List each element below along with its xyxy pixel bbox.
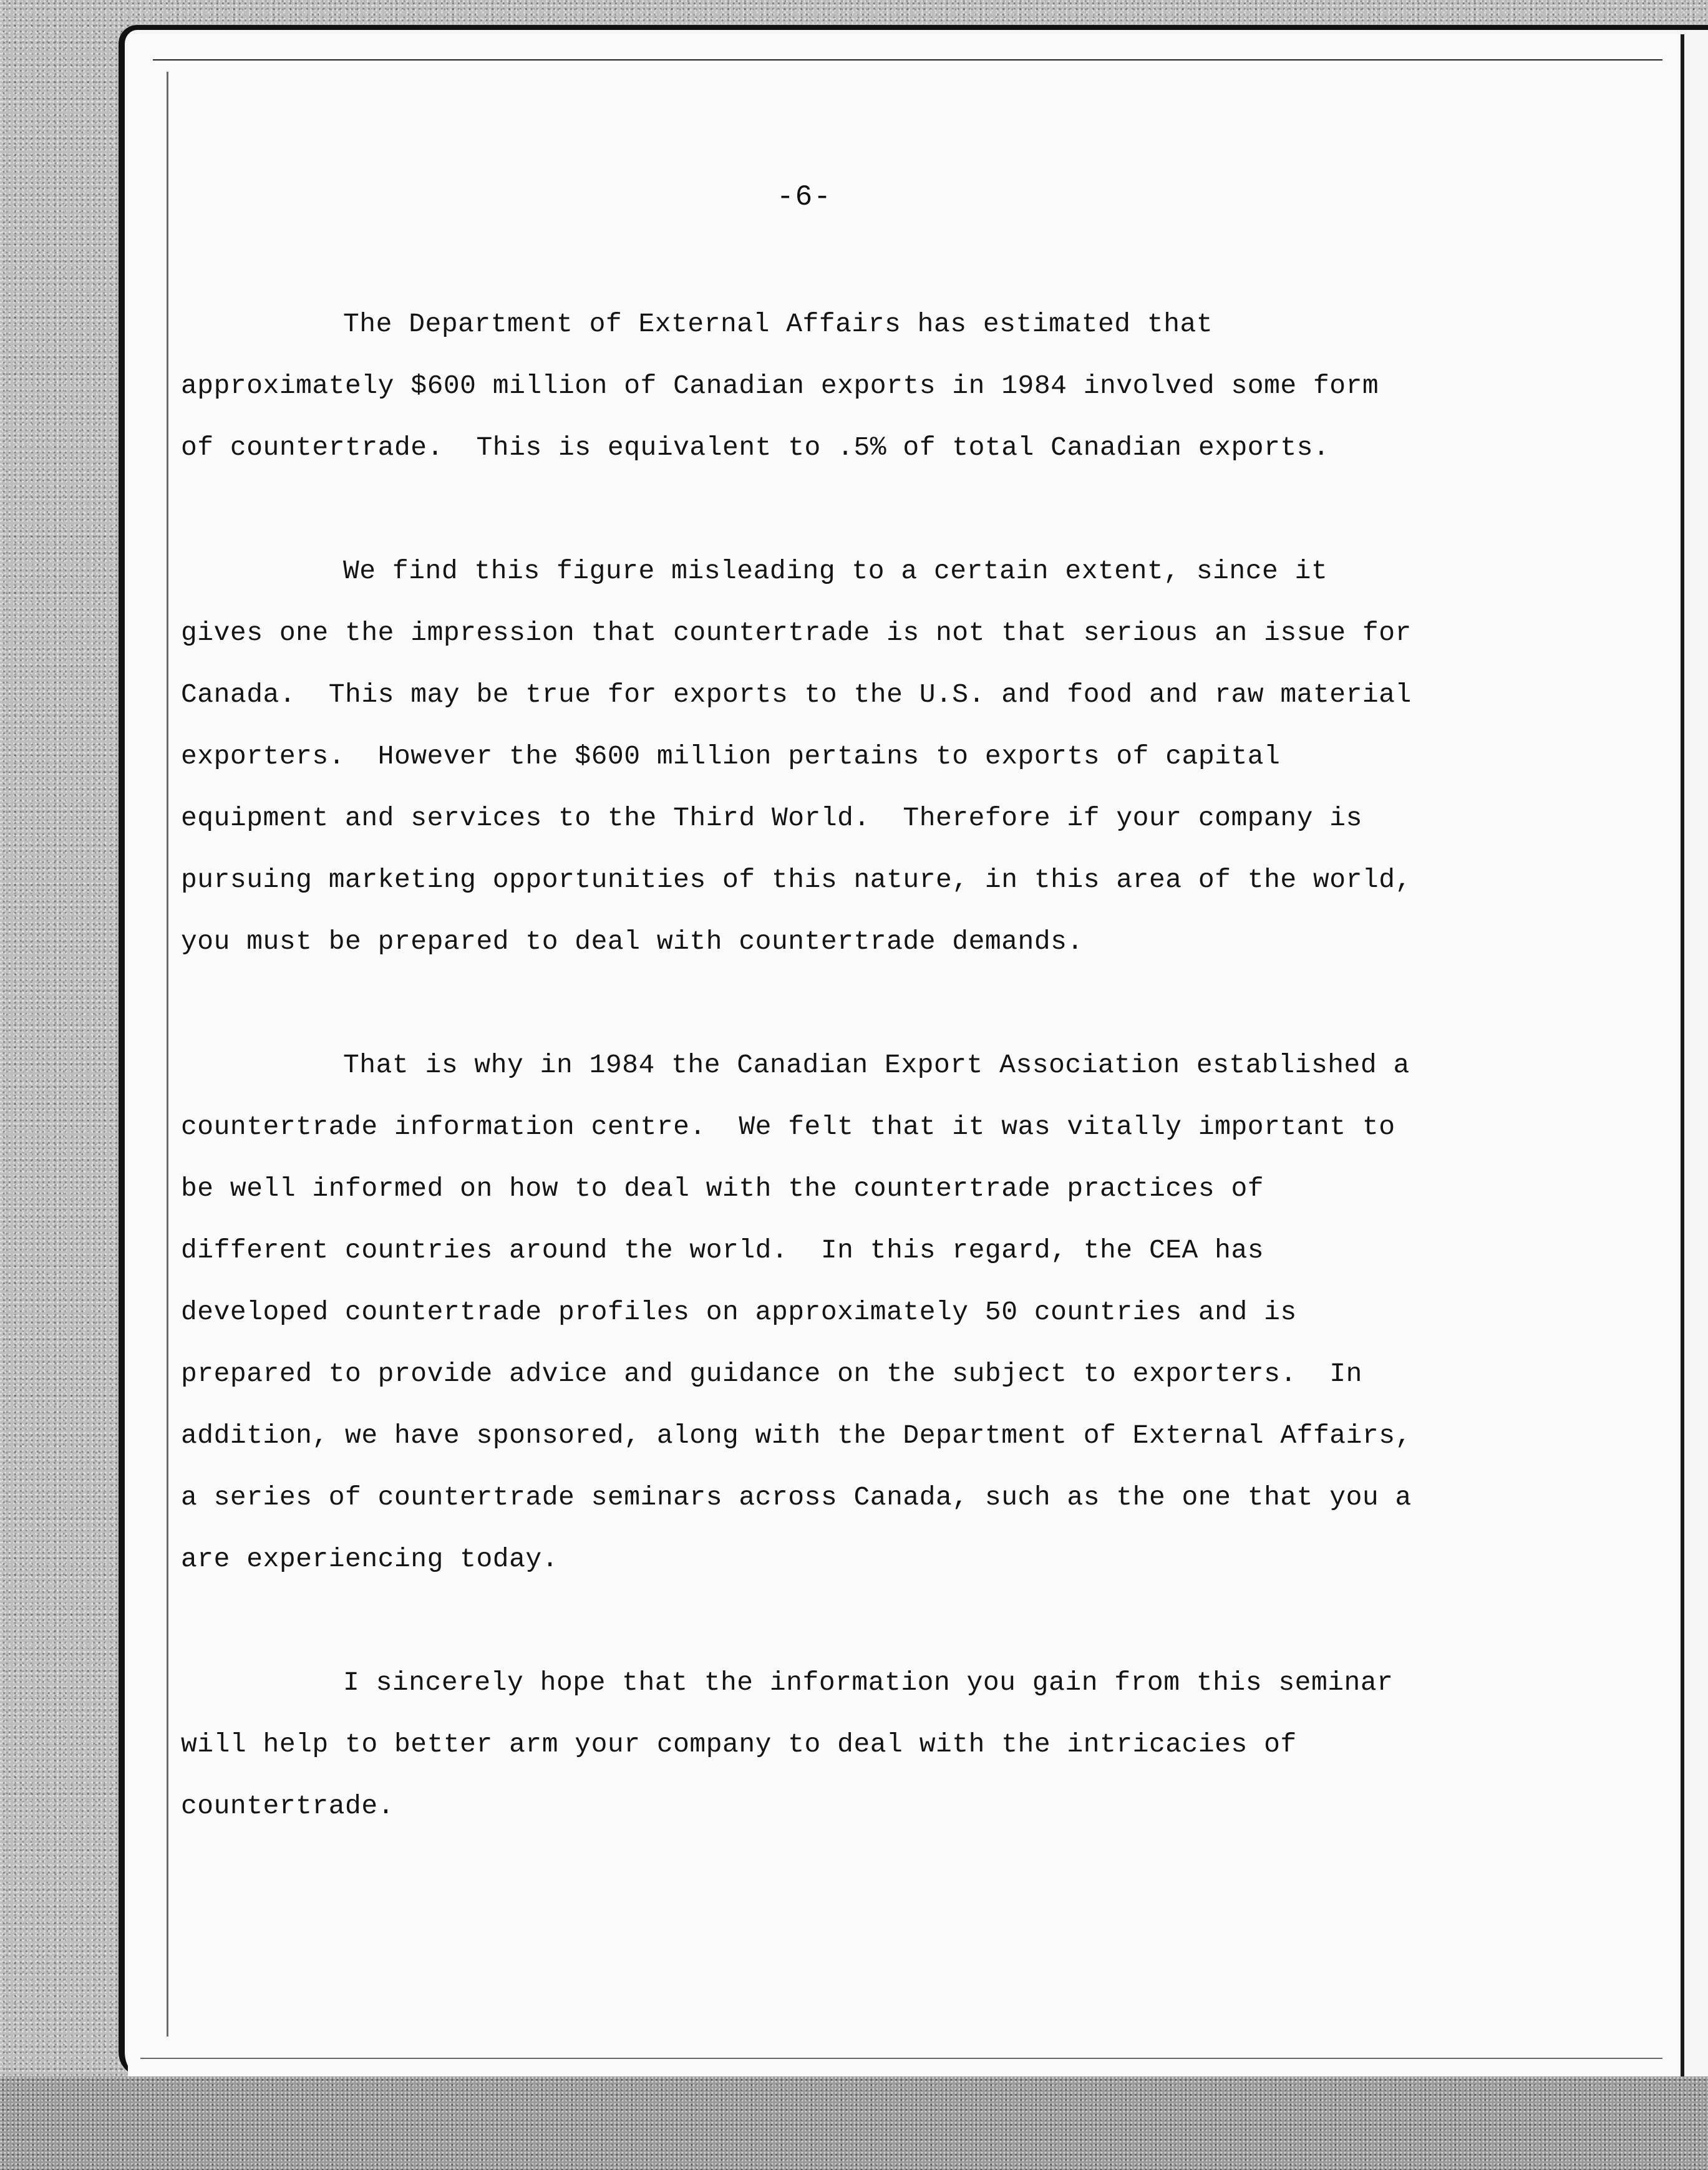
paragraph-line: be well informed on how to deal with the countertrade practices of xyxy=(181,1173,1264,1204)
paragraph-line: I sincerely hope that the information you gain from this seminar xyxy=(343,1667,1394,1698)
sheet-edge-bottom xyxy=(140,2058,1662,2059)
paragraph-line: Canada. This may be true for exports to the U.S. and food and raw material xyxy=(181,679,1412,710)
paragraph-line: pursuing marketing opportunities of this nature, in this area of the world, xyxy=(181,865,1412,895)
paragraph-line: are experiencing today. xyxy=(181,1544,558,1574)
paragraph-line: different countries around the world. In this regard, the CEA has xyxy=(181,1235,1264,1266)
paragraph-line: countertrade information centre. We felt that it was vitally important to xyxy=(181,1112,1395,1142)
paragraph-line: addition, we have sponsored, along with the Department of External Affairs, xyxy=(181,1420,1412,1451)
sheet-edge-left xyxy=(167,72,168,2037)
paragraph-line: prepared to provide advice and guidance on the subject to exporters. In xyxy=(181,1359,1362,1389)
paragraph-line: gives one the impression that countertrade is not that serious an issue for xyxy=(181,618,1412,648)
paragraph-4 xyxy=(181,1652,1478,1837)
paragraph-line: countertrade. xyxy=(181,1791,394,1821)
paragraph-line: approximately $600 million of Canadian exports in 1984 involved some form xyxy=(181,371,1379,401)
paragraph-line: The Department of External Affairs has estimated that xyxy=(343,309,1213,339)
paragraph-line: That is why in 1984 the Canadian Export Association established a xyxy=(343,1050,1410,1080)
paragraph-line: equipment and services to the Third World. Therefore if your company is xyxy=(181,803,1362,833)
paragraph-line: will help to better arm your company to deal with the intricacies of xyxy=(181,1729,1297,1760)
document-body xyxy=(181,293,1478,1837)
paragraph-3 xyxy=(181,1034,1478,1590)
paragraph-line: exporters. However the $600 million pertains to exports of capital xyxy=(181,741,1281,772)
paragraph-line: a series of countertrade seminars across Canada, such as the one that you a xyxy=(181,1482,1412,1513)
paragraph-1 xyxy=(181,293,1478,478)
paragraph-line: We find this figure misleading to a certain extent, since it xyxy=(343,556,1328,586)
sheet-edge-top xyxy=(153,59,1662,61)
paragraph-line: you must be prepared to deal with countertrade demands. xyxy=(181,926,1084,957)
paragraph-2 xyxy=(181,540,1478,972)
paragraph-line: of countertrade. This is equivalent to .5% of total Canadian exports. xyxy=(181,432,1330,463)
paragraph-line: developed countertrade profiles on approximately 50 countries and is xyxy=(181,1297,1297,1327)
scanner-bed-edge xyxy=(0,2076,1708,2170)
page-number: -6- xyxy=(777,181,832,213)
